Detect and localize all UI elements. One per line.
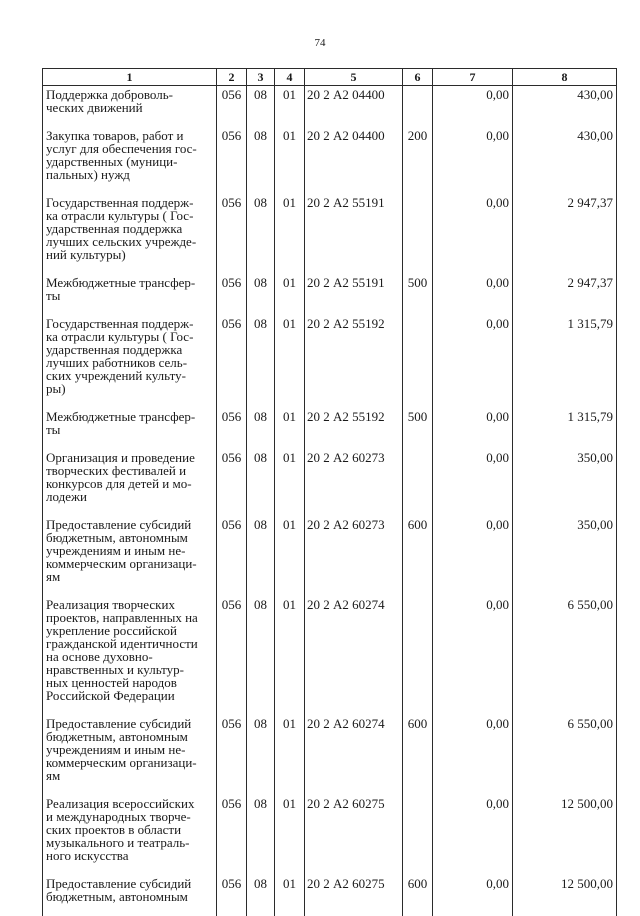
department-code: 056 (217, 274, 247, 315)
description-line: лучших работников сель- (46, 356, 214, 369)
amount-col7: 0,00 (433, 516, 513, 596)
amount-col8: 1 315,79 (513, 315, 617, 408)
description-line: ям (46, 570, 214, 583)
amount-col8: 430,00 (513, 127, 617, 194)
subsection-code: 01 (275, 875, 305, 916)
subsection-code: 01 (275, 408, 305, 449)
description-line: ного искусства (46, 849, 214, 862)
row-description (43, 315, 217, 408)
subsection-code: 01 (275, 795, 305, 875)
description-line: проектов, направленных на (46, 611, 214, 624)
department-code: 056 (217, 86, 247, 128)
description-line: бюджетным, автономным (46, 531, 214, 544)
description-line: лодежи (46, 490, 214, 503)
department-code: 056 (217, 715, 247, 795)
description-line: ских проектов в области (46, 823, 214, 836)
description-line: коммерческим организаци- (46, 557, 214, 570)
table-body (43, 86, 617, 916)
description-line: ческих движений (46, 101, 214, 114)
description-line: ка отрасли культуры ( Гос- (46, 330, 214, 343)
section-code: 08 (247, 408, 275, 449)
amount-col8: 12 500,00 (513, 795, 617, 875)
amount-col8: 1 315,79 (513, 408, 617, 449)
expense-type-code: 500 (403, 274, 433, 315)
row-description (43, 795, 217, 875)
column-header: 5 (305, 69, 403, 86)
description-line: ских учреждений культу- (46, 369, 214, 382)
table-row (43, 875, 617, 916)
target-article-code: 20 2 А2 60274 (305, 715, 403, 795)
section-code: 08 (247, 315, 275, 408)
department-code: 056 (217, 194, 247, 274)
expense-type-code: 600 (403, 715, 433, 795)
description-line: ка отрасли культуры ( Гос- (46, 209, 214, 222)
expense-type-code (403, 449, 433, 516)
table-row (43, 86, 617, 128)
section-code: 08 (247, 875, 275, 916)
description-line: коммерческим организаци- (46, 756, 214, 769)
row-description (43, 516, 217, 596)
column-header: 6 (403, 69, 433, 86)
row-description (43, 715, 217, 795)
subsection-code: 01 (275, 194, 305, 274)
description-line: Организация и проведение (46, 451, 214, 464)
description-line: и международных творче- (46, 810, 214, 823)
row-description (43, 449, 217, 516)
target-article-code: 20 2 А2 60273 (305, 449, 403, 516)
expense-type-code: 200 (403, 127, 433, 194)
description-line: ударственная поддержка (46, 222, 214, 235)
description-line: Межбюджетные трансфер- (46, 410, 214, 423)
amount-col7: 0,00 (433, 194, 513, 274)
amount-col7: 0,00 (433, 315, 513, 408)
page-number: 74 (0, 37, 640, 49)
column-header: 3 (247, 69, 275, 86)
amount-col7: 0,00 (433, 596, 513, 715)
row-description (43, 86, 217, 128)
table-row (43, 715, 617, 795)
department-code: 056 (217, 795, 247, 875)
description-line: Российской Федерации (46, 689, 214, 702)
section-code: 08 (247, 127, 275, 194)
section-code: 08 (247, 795, 275, 875)
description-line: ты (46, 423, 214, 436)
amount-col8: 2 947,37 (513, 194, 617, 274)
subsection-code: 01 (275, 449, 305, 516)
subsection-code: 01 (275, 516, 305, 596)
department-code: 056 (217, 596, 247, 715)
subsection-code: 01 (275, 127, 305, 194)
description-line: Поддержка доброволь- (46, 88, 214, 101)
amount-col7: 0,00 (433, 274, 513, 315)
section-code: 08 (247, 449, 275, 516)
amount-col7: 0,00 (433, 127, 513, 194)
target-article-code: 20 2 А2 55192 (305, 315, 403, 408)
target-article-code: 20 2 А2 60275 (305, 795, 403, 875)
amount-col8: 2 947,37 (513, 274, 617, 315)
expense-type-code: 500 (403, 408, 433, 449)
description-line: бюджетным, автономным (46, 890, 214, 903)
description-line: Государственная поддерж- (46, 317, 214, 330)
column-header: 7 (433, 69, 513, 86)
budget-table (42, 68, 617, 916)
row-description (43, 274, 217, 315)
subsection-code: 01 (275, 274, 305, 315)
description-line: ям (46, 769, 214, 782)
table-row (43, 795, 617, 875)
description-line: пальных) нужд (46, 168, 214, 181)
department-code: 056 (217, 127, 247, 194)
description-line: музыкального и театраль- (46, 836, 214, 849)
description-line: Реализация всероссийских (46, 797, 214, 810)
description-line: ний культуры) (46, 248, 214, 261)
description-line: ры) (46, 382, 214, 395)
target-article-code: 20 2 А2 04400 (305, 127, 403, 194)
subsection-code: 01 (275, 596, 305, 715)
expense-type-code (403, 194, 433, 274)
amount-col8: 350,00 (513, 449, 617, 516)
table-row (43, 315, 617, 408)
expense-type-code (403, 315, 433, 408)
amount-col8: 6 550,00 (513, 596, 617, 715)
subsection-code: 01 (275, 86, 305, 128)
description-line: Реализация творческих (46, 598, 214, 611)
description-line: учреждениям и иным не- (46, 544, 214, 557)
amount-col7: 0,00 (433, 715, 513, 795)
description-line: Предоставление субсидий (46, 717, 214, 730)
amount-col8: 350,00 (513, 516, 617, 596)
target-article-code: 20 2 А2 55191 (305, 194, 403, 274)
description-line: Закупка товаров, работ и (46, 129, 214, 142)
amount-col7: 0,00 (433, 408, 513, 449)
department-code: 056 (217, 449, 247, 516)
description-line: ударственная поддержка (46, 343, 214, 356)
description-line: лучших сельских учрежде- (46, 235, 214, 248)
description-line: ных ценностей народов (46, 676, 214, 689)
expense-type-code (403, 795, 433, 875)
amount-col7: 0,00 (433, 875, 513, 916)
target-article-code: 20 2 А2 60273 (305, 516, 403, 596)
section-code: 08 (247, 274, 275, 315)
expense-type-code (403, 86, 433, 128)
description-line: Предоставление субсидий (46, 518, 214, 531)
description-line: нравственных и культур- (46, 663, 214, 676)
amount-col7: 0,00 (433, 86, 513, 128)
section-code: 08 (247, 86, 275, 128)
column-header: 8 (513, 69, 617, 86)
table-row (43, 516, 617, 596)
department-code: 056 (217, 315, 247, 408)
table-row (43, 408, 617, 449)
column-header: 2 (217, 69, 247, 86)
description-line: гражданской идентичности (46, 637, 214, 650)
amount-col7: 0,00 (433, 449, 513, 516)
row-description (43, 408, 217, 449)
description-line: укрепление российской (46, 624, 214, 637)
expense-type-code (403, 596, 433, 715)
header-row (43, 69, 617, 86)
row-description (43, 596, 217, 715)
subsection-code: 01 (275, 715, 305, 795)
table-row (43, 596, 617, 715)
target-article-code: 20 2 А2 55191 (305, 274, 403, 315)
section-code: 08 (247, 194, 275, 274)
description-line: конкурсов для детей и мо- (46, 477, 214, 490)
section-code: 08 (247, 596, 275, 715)
table-row (43, 449, 617, 516)
column-header: 4 (275, 69, 305, 86)
row-description (43, 194, 217, 274)
description-line: Предоставление субсидий (46, 877, 214, 890)
department-code: 056 (217, 516, 247, 596)
target-article-code: 20 2 А2 60275 (305, 875, 403, 916)
table-row (43, 194, 617, 274)
description-line: ударственных (муници- (46, 155, 214, 168)
amount-col8: 12 500,00 (513, 875, 617, 916)
description-line: учреждениям и иным не- (46, 743, 214, 756)
description-line: творческих фестивалей и (46, 464, 214, 477)
table-row (43, 127, 617, 194)
department-code: 056 (217, 875, 247, 916)
table-row (43, 274, 617, 315)
description-line: Межбюджетные трансфер- (46, 276, 214, 289)
row-description (43, 875, 217, 916)
target-article-code: 20 2 А2 55192 (305, 408, 403, 449)
description-line: услуг для обеспечения гос- (46, 142, 214, 155)
target-article-code: 20 2 А2 60274 (305, 596, 403, 715)
amount-col8: 430,00 (513, 86, 617, 128)
amount-col8: 6 550,00 (513, 715, 617, 795)
expense-type-code: 600 (403, 516, 433, 596)
row-description (43, 127, 217, 194)
description-line: Государственная поддерж- (46, 196, 214, 209)
section-code: 08 (247, 715, 275, 795)
description-line: на основе духовно- (46, 650, 214, 663)
description-line: ты (46, 289, 214, 302)
column-header: 1 (43, 69, 217, 86)
section-code: 08 (247, 516, 275, 596)
amount-col7: 0,00 (433, 795, 513, 875)
expense-type-code: 600 (403, 875, 433, 916)
target-article-code: 20 2 А2 04400 (305, 86, 403, 128)
subsection-code: 01 (275, 315, 305, 408)
description-line: бюджетным, автономным (46, 730, 214, 743)
department-code: 056 (217, 408, 247, 449)
